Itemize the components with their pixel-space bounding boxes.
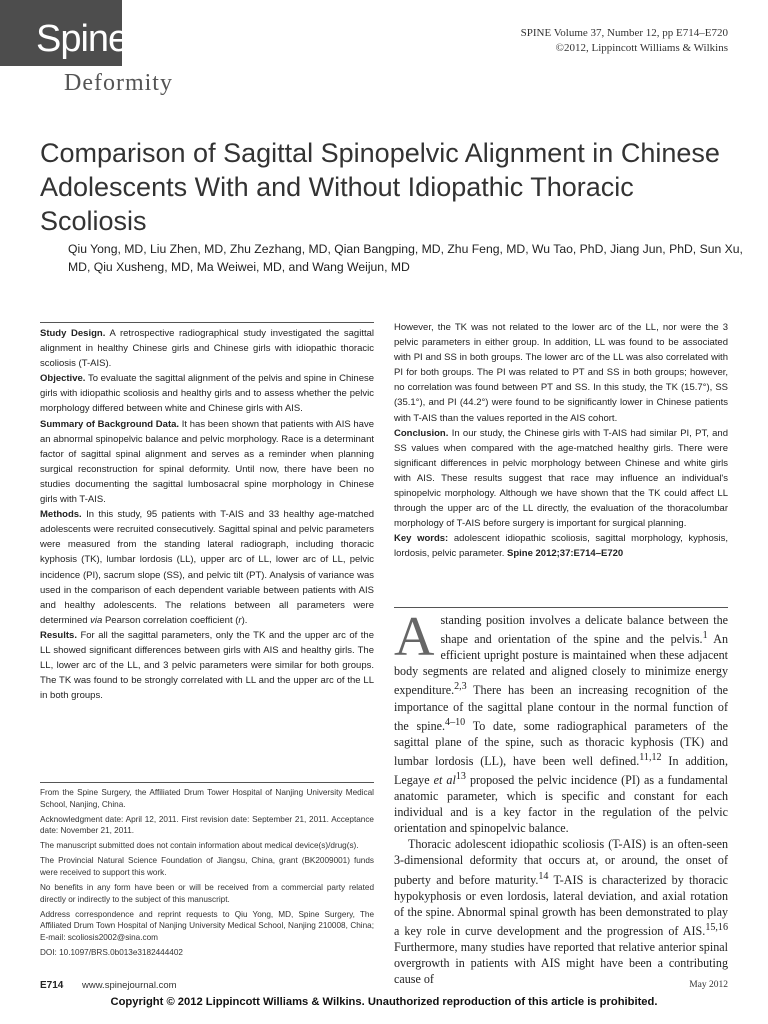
publisher-line: ©2012, Lippincott Williams & Wilkins — [555, 42, 728, 54]
methods-r: r — [238, 614, 242, 626]
issue-date: May 2012 — [689, 980, 728, 990]
abstract-background — [40, 417, 374, 508]
reference-superscript: 14 — [538, 870, 549, 882]
article-title: Comparison of Sagittal Spinopelvic Alignment in Chinese Adolescents With and Without Idiopathic Thoracic Scoliosis — [40, 138, 720, 236]
journal-logo-block — [0, 0, 129, 66]
page-number: E714 — [40, 980, 64, 991]
footnote-dates: Acknowledgment date: April 12, 2011. First revision date: September 21, 2011. Acceptance date: November 21, 2011. — [40, 814, 374, 836]
abstract-objective — [40, 371, 374, 416]
section-label-text: Deformity — [64, 70, 173, 96]
abstract-results-continued: However, the TK was not related to the lower arc of the LL, nor were the 3 pelvic parameters in either group. In addition, LL was found to be associated with PI and SS in both groups. The lower arc of the LL was also correlated with PI for both groups. The PI was related to PT and SS in both groups; however, no correlation was found between PT and SS. In this study, the TK (15.7°), SS (35.1°), and PI (44.2°) were found to be significantly lower in Chinese patients with T-AIS than the values reported in the AIS cohort. — [394, 322, 728, 424]
reference-superscript: 13 — [455, 770, 466, 782]
article-footnotes — [40, 782, 374, 962]
et-al: et al — [433, 773, 456, 787]
keywords-label: Key words: — [394, 533, 449, 545]
body-text-run: T-AIS is characterized by thoracic hypokyphosis or even lordosis, lateral deviation, and axial rotation of the spine. Abnormal spinal growth has been demonstrated to play a key role in curve development and the progression of AIS. — [394, 872, 728, 938]
conclusion-label: Conclusion. — [394, 427, 449, 439]
abstract-conclusion — [394, 426, 728, 532]
keywords-text: adolescent idiopathic scoliosis, sagittal morphology, kyphosis, lordosis, pelvic parameter. — [394, 533, 728, 560]
page-footer — [40, 980, 728, 994]
citation-line: SPINE Volume 37, Number 12, pp E714–E720 — [520, 27, 728, 39]
body-text-run: There has been an increasing recognition of the importance of the sagittal plane contour in the normal function of the spine. — [394, 683, 728, 733]
methods-text: In this study, 95 patients with T-AIS and 33 healthy age-matched adolescents were recruited consecutively. Sagittal spinal and pelvic parameters were measured from the standing lateral radiograph, including thoracic kyphosis (TK), lumbar lordosis (LL), upper arc of LL, lower arc of LL, pelvic incidence (PI), sacrum slope (SS), and pelvic tilt (PT). Analysis of variance was used in the comparison of each dependent variable between patients with AIS and healthy adolescents. The relations between all parameters were determined — [40, 509, 375, 626]
abstract-keywords — [394, 531, 728, 561]
body-text-run: proposed the pelvic incidence (PI) as a fundamental anatomic parameter, which is specific and constant for each individual and is a key factor in the regulation of the pelvic orientation and spinopelvic balance. — [394, 773, 728, 836]
abstract-right-column — [394, 320, 728, 562]
background-text: It has been shown that patients with AIS have an abnormal spinopelvic balance and pelvic morphology. Race is a determinant factor of sagittal spinal alignment and serves as a reminder when planning surgical reconstruction for spinal deformity. Until now, there have been no studies documenting the sagittal lumbosacral spine morphology in Chinese girls with T-AIS. — [40, 418, 375, 506]
reference-superscript: 2,3 — [454, 681, 467, 693]
journal-name: Spine — [36, 18, 129, 60]
body-text — [394, 606, 729, 987]
reference-superscript: 1 — [702, 630, 708, 642]
study-design-text: A retrospective radiographical study investigated the sagittal alignment in healthy Chinese girls and Chinese girls with idiopathic thoracic scoliosis (T-AIS). — [40, 328, 374, 370]
journal-website-link[interactable]: www.spinejournal.com — [82, 980, 177, 991]
abstract-left-column — [40, 322, 374, 703]
footnote-benefits: No benefits in any form have been or will be received from a commercial party related directly or indirectly to the subject of this manuscript. — [40, 883, 374, 904]
header-citation — [521, 26, 728, 56]
reference-superscript: 4–10 — [445, 716, 466, 728]
reference-superscript: 15,16 — [705, 921, 728, 933]
copyright-notice: Copyright © 2012 Lippincott Williams & Wilkins. Unauthorized reproduction of this article is prohibited. — [110, 996, 658, 1008]
body-text-run: Thoracic adolescent idiopathic scoliosis (T-AIS) is an often-seen 3-dimensional deformity that occurs at, or around, the onset of puberty and before maturity. — [394, 837, 728, 887]
body-text-run: Furthermore, many studies have reported that relative anterior spinal overgrowth in patients with AIS might have been a contributing cause of — [394, 940, 728, 987]
conclusion-text: In our study, the Chinese girls with T-AIS had similar PI, PT, and SS values when compared with the age-matched healthy girls. There were significant differences in pelvic morphology between Chinese and white girls with AIS. These results suggest that race may influence an individual's spinopelvic morphology. Although we have shown that the TK could affect LL through the upper arc of the LL directly, the evaluation of the thoracolumbar morphology of T-AIS before surgery is important for surgical planning. — [394, 427, 728, 530]
body-text-run: To date, some radiographical parameters of the sagittal plane of the spine, such as thoracic kyphosis (TK) and lumbar lordosis (LL), have been well defined. — [394, 718, 728, 768]
abstract-methods — [40, 507, 374, 628]
methods-label: Methods. — [40, 509, 82, 521]
abstract-results — [40, 628, 374, 703]
results-label: Results. — [40, 629, 77, 641]
body-text-run: In addition, Legaye — [394, 753, 729, 787]
body-paragraph-2 — [394, 836, 728, 987]
abstract-study-design — [40, 326, 374, 371]
section-label — [64, 70, 173, 97]
body-text-run: An efficient upright posture is maintained when these adjacent body segments are related and aligned closely to minimize energy expenditure. — [394, 632, 728, 698]
methods-text-2: Pearson correlation coefficient ( — [102, 614, 239, 626]
author-list: Qiu Yong, MD, Liu Zhen, MD, Zhu Zezhang, MD, Qian Bangping, MD, Zhu Feng, MD, Wu Tao, PhD, Jiang Jun, PhD, Sun Xu, MD, Qiu Xusheng, MD, Ma Weiwei, MD, and Wang Weijun, MD — [68, 242, 743, 274]
footnote-doi: DOI: 10.1097/BRS.0b013e3182444402 — [40, 948, 183, 958]
abstract-top-rule — [40, 322, 374, 323]
objective-label: Objective. — [40, 373, 86, 385]
methods-text-3: ). — [241, 614, 248, 626]
footnote-funding: The Provincial Natural Science Foundation of Jiangsu, China, grant (BK2009001) funds were received to support this work. — [40, 856, 374, 878]
drop-cap: A — [394, 606, 435, 668]
results-text: For all the sagittal parameters, only the TK and the upper arc of the LL showed significant differences between girls with AIS and healthy girls. The LL, lower arc of the LL, and 3 pelvic parameters were similar for both groups. The TK was found to be strongly correlated with LL and the upper arc of the LL in both groups. — [40, 629, 374, 702]
background-label: Summary of Background Data. — [40, 418, 180, 430]
study-design-label: Study Design. — [40, 328, 106, 339]
abstract-bottom-rule — [394, 607, 728, 608]
body-text-run: standing position involves a delicate balance between the shape and orientation of the spine and the pelvis. — [440, 613, 728, 647]
abstract-citation: Spine 2012;37:E714–E720 — [507, 548, 624, 560]
footnote-address: Address correspondence and reprint requests to Qiu Yong, MD, Spine Surgery, The Affiliated Drum Town Hospital of Nanjing University Medical School, Nanjing 210008, China; E-mail: scoliosis2002@sina.com — [40, 909, 374, 943]
methods-via: via — [90, 614, 103, 626]
objective-text: To evaluate the sagittal alignment of the pelvis and spine in Chinese girls with idiopathic scoliosis and healthy girls and to assess whether the pelvic morphology differed between white and Chinese girls with AIS. — [40, 373, 375, 415]
footnote-affiliation: From the Spine Surgery, the Affiliated Drum Tower Hospital of Nanjing University Medical School, Nanjing, China. — [40, 788, 374, 809]
reference-superscript: 11,12 — [639, 751, 662, 763]
body-paragraph-1 — [394, 606, 729, 836]
footnote-device: The manuscript submitted does not contain information about medical device(s)/drug(s). — [40, 841, 359, 851]
